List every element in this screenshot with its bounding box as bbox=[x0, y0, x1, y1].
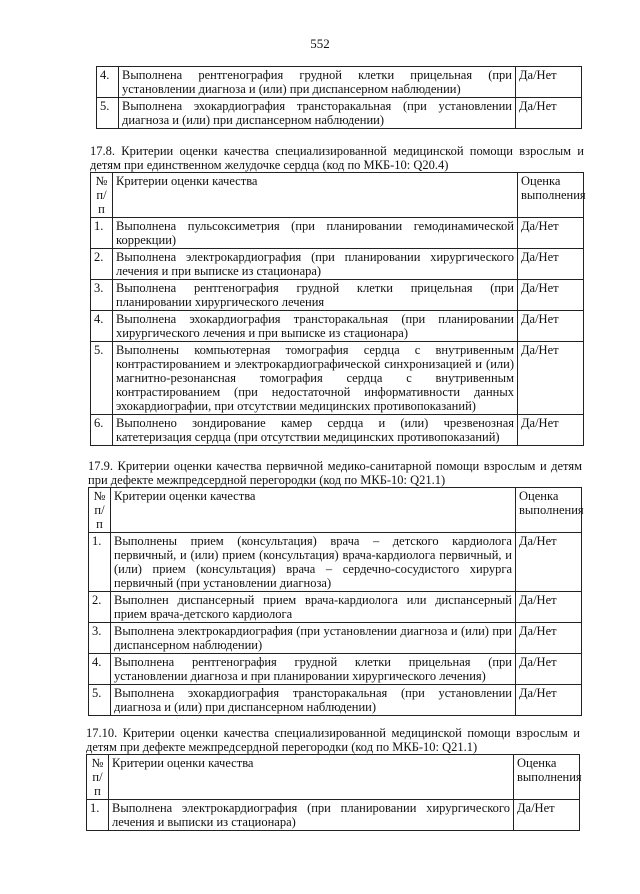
table-header-row bbox=[87, 755, 580, 800]
criteria-table bbox=[90, 172, 584, 446]
row-evaluation: Да/Нет bbox=[516, 685, 582, 716]
row-criterion: Выполнено зондирование камер сердца и (или) чрезвенозная катетеризация сердца (при отсутствии медицинских противопоказаний) bbox=[113, 415, 518, 446]
row-evaluation: Да/Нет bbox=[516, 623, 582, 654]
row-number: 1. bbox=[89, 533, 111, 592]
criteria-table bbox=[86, 754, 580, 831]
row-criterion: Выполнена рентгенография грудной клетки прицельная (при установлении диагноза и (или) при диспансерном наблюдении) bbox=[119, 67, 516, 98]
row-number: 4. bbox=[91, 311, 113, 342]
header-evaluation: Оценка выполнения bbox=[514, 755, 580, 800]
row-evaluation: Да/Нет bbox=[516, 67, 582, 98]
row-number: 5. bbox=[97, 98, 119, 129]
row-number: 4. bbox=[89, 654, 111, 685]
row-evaluation: Да/Нет bbox=[516, 654, 582, 685]
table-header-row bbox=[89, 488, 582, 533]
header-criteria: Критерии оценки качества bbox=[113, 173, 518, 218]
section-17-8 bbox=[90, 144, 584, 446]
section-heading: 17.10. Критерии оценки качества специализированной медицинской помощи взрослым и детям при дефекте межпредсердной перегородки (код по МКБ-10: Q21.1) bbox=[86, 726, 580, 754]
row-criterion: Выполнена эхокардиография трансторакальная (при установлении диагноза и (или) при диспансерном наблюдении) bbox=[119, 98, 516, 129]
criteria-table bbox=[96, 66, 582, 129]
row-evaluation: Да/Нет bbox=[518, 280, 584, 311]
row-criterion: Выполнена эхокардиография трансторакальная (при установлении диагноза и (или) при диспансерном наблюдении) bbox=[111, 685, 516, 716]
row-number: 2. bbox=[91, 249, 113, 280]
row-evaluation: Да/Нет bbox=[518, 342, 584, 415]
row-number: 3. bbox=[91, 280, 113, 311]
section-17-10 bbox=[86, 726, 580, 831]
table-row bbox=[91, 249, 584, 280]
row-evaluation: Да/Нет bbox=[518, 218, 584, 249]
row-criterion: Выполнен диспансерный прием врача-кардиолога или диспансерный прием врача-детского кардиолога bbox=[111, 592, 516, 623]
row-evaluation: Да/Нет bbox=[514, 800, 580, 831]
header-evaluation: Оценка выполнения bbox=[518, 173, 584, 218]
header-criteria: Критерии оценки качества bbox=[109, 755, 514, 800]
row-evaluation: Да/Нет bbox=[516, 592, 582, 623]
table-row bbox=[89, 623, 582, 654]
row-criterion: Выполнена электрокардиография (при планировании хирургического лечения и при выписке из стационара) bbox=[113, 249, 518, 280]
table-row bbox=[97, 67, 582, 98]
table-row bbox=[89, 592, 582, 623]
row-number: 5. bbox=[91, 342, 113, 415]
table-row bbox=[91, 280, 584, 311]
table-row bbox=[89, 685, 582, 716]
row-number: 2. bbox=[89, 592, 111, 623]
row-criterion: Выполнена электрокардиография (при установлении диагноза и (или) при диспансерном наблюдении) bbox=[111, 623, 516, 654]
row-number: 5. bbox=[89, 685, 111, 716]
row-evaluation: Да/Нет bbox=[516, 533, 582, 592]
table-row bbox=[91, 342, 584, 415]
criteria-table bbox=[88, 487, 582, 716]
page-number: 552 bbox=[310, 36, 330, 51]
table-row bbox=[89, 533, 582, 592]
row-criterion: Выполнена эхокардиография трансторакальная (при планировании хирургического лечения и при выписке из стационара) bbox=[113, 311, 518, 342]
table-row bbox=[97, 98, 582, 129]
row-criterion: Выполнены компьютерная томография сердца с внутривенным контрастированием и электрокардиографической синхронизацией и (или) магнитно-резонансная томография сердца с внутривенным контрастированием (при недостаточной информативности данных эхокардиографии, при отсутствии медицинских противопоказаний) bbox=[113, 342, 518, 415]
section-heading: 17.8. Критерии оценки качества специализированной медицинской помощи взрослым и детям при единственном желудочке сердца (код по МКБ-10: Q20.4) bbox=[90, 144, 584, 172]
row-number: 1. bbox=[91, 218, 113, 249]
row-criterion: Выполнены прием (консультация) врача – детского кардиолога первичный, и (или) прием (консультация) врача-кардиолога первичный, и (или) прием (консультация) врача – сердечно-сосудистого хирурга первичный (при установлении диагноза) bbox=[111, 533, 516, 592]
row-criterion: Выполнена рентгенография грудной клетки прицельная (при планировании хирургического лечения bbox=[113, 280, 518, 311]
table-row bbox=[89, 654, 582, 685]
row-evaluation: Да/Нет bbox=[518, 249, 584, 280]
row-criterion: Выполнена рентгенография грудной клетки прицельная (при установлении диагноза и при планировании хирургического лечения) bbox=[111, 654, 516, 685]
row-number: 3. bbox=[89, 623, 111, 654]
header-number: № п/п bbox=[91, 173, 113, 218]
header-criteria: Критерии оценки качества bbox=[111, 488, 516, 533]
table-row bbox=[91, 311, 584, 342]
row-number: 1. bbox=[87, 800, 109, 831]
table-row bbox=[87, 800, 580, 831]
row-evaluation: Да/Нет bbox=[516, 98, 582, 129]
header-number: № п/п bbox=[87, 755, 109, 800]
row-evaluation: Да/Нет bbox=[518, 311, 584, 342]
table-row bbox=[91, 415, 584, 446]
section-heading: 17.9. Критерии оценки качества первичной медико-санитарной помощи взрослым и детям при дефекте межпредсердной перегородки (код по МКБ-10: Q21.1) bbox=[88, 459, 582, 487]
table-continuation bbox=[96, 66, 582, 129]
header-number: № п/п bbox=[89, 488, 111, 533]
row-number: 6. bbox=[91, 415, 113, 446]
row-criterion: Выполнена электрокардиография (при планировании хирургического лечения и выписки из стационара) bbox=[109, 800, 514, 831]
table-row bbox=[91, 218, 584, 249]
row-criterion: Выполнена пульсоксиметрия (при планировании гемодинамической коррекции) bbox=[113, 218, 518, 249]
section-17-9 bbox=[88, 459, 582, 716]
row-number: 4. bbox=[97, 67, 119, 98]
row-evaluation: Да/Нет bbox=[518, 415, 584, 446]
header-evaluation: Оценка выполнения bbox=[516, 488, 582, 533]
table-header-row bbox=[91, 173, 584, 218]
